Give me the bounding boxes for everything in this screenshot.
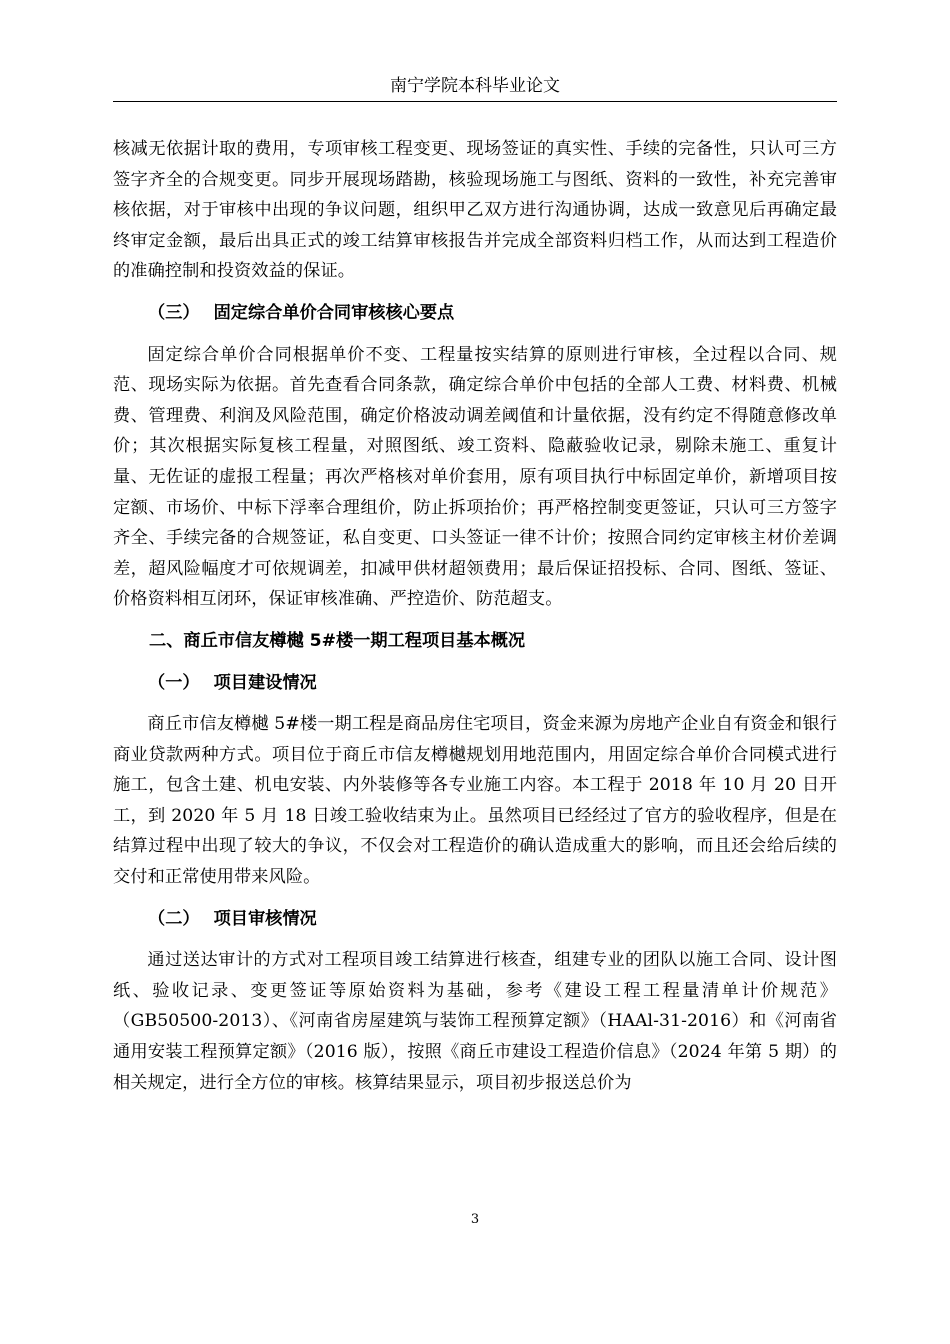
paragraph: 固定综合单价合同根据单价不变、工程量按实结算的原则进行审核，全过程以合同、规范、现场实际为依据。首先查看合同条款，确定综合单价中包括的全部人工费、材料费、机械费、管理费、利润及风险范围，确定价格波动调差阈值和计量依据，没有约定不得随意修改单价；其次根据实际复核工程量，对照图纸、竣工资料、隐蔽验收记录，剔除未施工、重复计量、无佐证的虚报工程量；再次严格核对单价套用，原有项目执行中标固定单价，新增项目按定额、市场价、中标下浮率合理组价，防止拆项抬价；再严格控制变更签证，只认可三方签字齐全、手续完备的合规签证，私自变更、口头签证一律不计价；按照合同约定审核主材价差调差，超风险幅度才可依规调差，扣减甲供材超领费用；最后保证招投标、合同、图纸、签证、价格资料相互闭环，保证审核准确、严控造价、防范超支。 — [113, 344, 837, 610]
running-header: 南宁学院本科毕业论文 — [390, 76, 560, 96]
heading-number: （二） — [148, 908, 200, 929]
paragraph-continued: 核减无依据计取的费用，专项审核工程变更、现场签证的真实性、手续的完备性，只认可三方签字齐全的合规变更。同步开展现场踏勘，核验现场施工与图纸、资料的一致性，补充完善审核依据，对于审核中出现的争议问题，组织甲乙双方进行沟通协调，达成一致意见后再确定最终审定金额，最后出具正式的竣工结算审核报告并完成全部资料归档工作，从而达到工程造价的准确控制和投资效益的保证。 — [113, 139, 837, 282]
heading-number: （一） — [148, 672, 200, 693]
section-heading-2: 二、商丘市信友樽樾 5#楼一期工程项目基本概况 — [149, 630, 526, 651]
subsection-heading-3 — [113, 298, 837, 329]
heading-text: 项目审核情况 — [213, 908, 317, 929]
subsection-heading-2 — [113, 904, 837, 935]
page-number: 3 — [470, 1212, 480, 1227]
heading-text: 项目建设情况 — [213, 672, 317, 693]
subsection-heading-1 — [113, 668, 837, 699]
paragraph: 通过送达审计的方式对工程项目竣工结算进行核查，组建专业的团队以施工合同、设计图纸、验收记录、变更签证等原始资料为基础，参考《建设工程工程量清单计价规范》（GB50500-2013）、《河南省房屋建筑与装饰工程预算定额》（HAAl-31-2016）和《河南省通用安装工程预算定额》（2016 版），按照《商丘市建设工程造价信息》（2024 年第 5 期）的相关规定，进行全方位的审核。核算结果显示，项目初步报送总价为 — [113, 950, 837, 1093]
paragraph: 商丘市信友樽樾 5#楼一期工程是商品房住宅项目，资金来源为房地产企业自有资金和银行商业贷款两种方式。项目位于商丘市信友樽樾规划用地范围内，用固定综合单价合同模式进行施工，包含土建、机电安装、内外装修等各专业施工内容。本工程于 2018 年 10 月 20 日开工，到 2020 年 5 月 18 日竣工验收结束为止。虽然项目已经经过了官方的验收程序，但是在结算过程中出现了较大的争议，不仅会对工程造价的确认造成重大的影响，而且还会给后续的交付和正常使用带来风险。 — [113, 714, 837, 888]
heading-number: （三） — [148, 302, 200, 323]
document-body — [113, 134, 837, 1098]
header-rule — [113, 101, 837, 102]
heading-text: 固定综合单价合同审核核心要点 — [213, 302, 455, 323]
